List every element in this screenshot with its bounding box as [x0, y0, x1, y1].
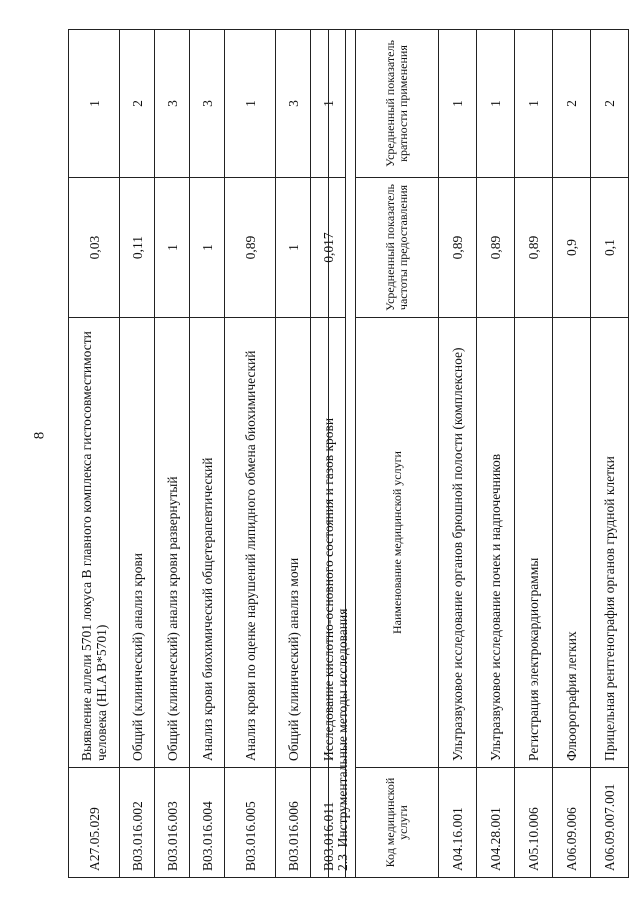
frequency-value: 0,89 [515, 178, 553, 318]
frequency-value: 1 [155, 178, 190, 318]
service-name: Ультразвуковое исследование органов брюшной полости (комплексное) [439, 318, 477, 768]
table-row [225, 30, 276, 878]
multiplicity-value: 1 [225, 30, 276, 178]
multiplicity-value: 1 [477, 29, 515, 177]
service-name: Общий (клинический) анализ крови [120, 318, 155, 768]
section-title-row [329, 29, 356, 877]
service-code: A06.09.006 [553, 768, 591, 878]
table-row [190, 30, 225, 878]
service-name: Исследование кислотно-основного состояния и газов крови [311, 318, 346, 768]
multiplicity-value: 1 [311, 30, 346, 178]
service-code: A04.28.001 [477, 768, 515, 878]
multiplicity-value: 2 [120, 30, 155, 178]
frequency-value: 1 [190, 178, 225, 318]
service-code: A05.10.006 [515, 768, 553, 878]
service-code: B03.016.002 [120, 768, 155, 878]
page-number: 8 [31, 431, 48, 440]
service-code: B03.016.004 [190, 768, 225, 878]
table-row [155, 30, 190, 878]
table-row [439, 29, 477, 877]
multiplicity-value: 3 [155, 30, 190, 178]
table-row [276, 30, 311, 878]
table-row [120, 30, 155, 878]
service-name: Ультразвуковое исследование почек и надпочечников [477, 318, 515, 768]
multiplicity-value: 3 [190, 30, 225, 178]
section-number: 2.3 [334, 854, 350, 871]
multiplicity-value: 2 [591, 29, 629, 177]
frequency-value: 0,89 [439, 178, 477, 318]
frequency-value: 0,9 [553, 178, 591, 318]
service-name: Общий (клинический) анализ крови развернутый [155, 318, 190, 768]
multiplicity-value: 3 [276, 30, 311, 178]
header-row [356, 29, 439, 877]
service-name: Флюорография легких [553, 318, 591, 768]
multiplicity-value: 1 [439, 29, 477, 177]
service-name: Общий (клинический) анализ мочи [276, 318, 311, 768]
table-row [515, 29, 553, 877]
frequency-value: 0,89 [225, 178, 276, 318]
service-code: A27.05.029 [69, 768, 120, 878]
table-row [69, 30, 120, 878]
table-row [477, 29, 515, 877]
service-code: A04.16.001 [439, 768, 477, 878]
multiplicity-value: 1 [515, 29, 553, 177]
multiplicity-value: 2 [553, 29, 591, 177]
lab-table-frame [68, 30, 336, 878]
multiplicity-value: 1 [69, 30, 120, 178]
header-frequency: Усредненный показатель частоты предоставления [356, 178, 439, 318]
frequency-value: 0,11 [120, 178, 155, 318]
table-row [553, 29, 591, 877]
service-name: Прицельная рентгенография органов грудной клетки [591, 318, 629, 768]
service-code: B03.016.005 [225, 768, 276, 878]
service-code: B03.016.006 [276, 768, 311, 878]
service-code: B03.016.003 [155, 768, 190, 878]
header-code: Код медицинской услуги [356, 768, 439, 878]
service-code: B03.016.011 [311, 768, 346, 878]
instrumental-services-table [328, 29, 629, 878]
service-name: Анализ крови биохимический общетерапевтический [190, 318, 225, 768]
service-code: A06.09.007.001 [591, 768, 629, 878]
service-name: Выявление аллели 5701 локуса B главного комплекса гистосовместимости человека (HLA B*5701) [69, 318, 120, 768]
frequency-value: 0,89 [477, 178, 515, 318]
header-multiplicity: Усредненный показатель кратности применения [356, 29, 439, 177]
frequency-value: 1 [276, 178, 311, 318]
frequency-value: 0,017 [311, 178, 346, 318]
header-name: Наименование медицинской услуги [356, 318, 439, 768]
frequency-value: 0,1 [591, 178, 629, 318]
section-title: Инструментальные методы исследования [334, 608, 350, 848]
instr-table-frame [328, 30, 617, 878]
lab-services-table [68, 29, 346, 878]
table-row [591, 29, 629, 877]
service-name: Регистрация электрокардиограммы [515, 318, 553, 768]
frequency-value: 0,03 [69, 178, 120, 318]
service-name: Анализ крови по оценке нарушений липидного обмена биохимический [225, 318, 276, 768]
